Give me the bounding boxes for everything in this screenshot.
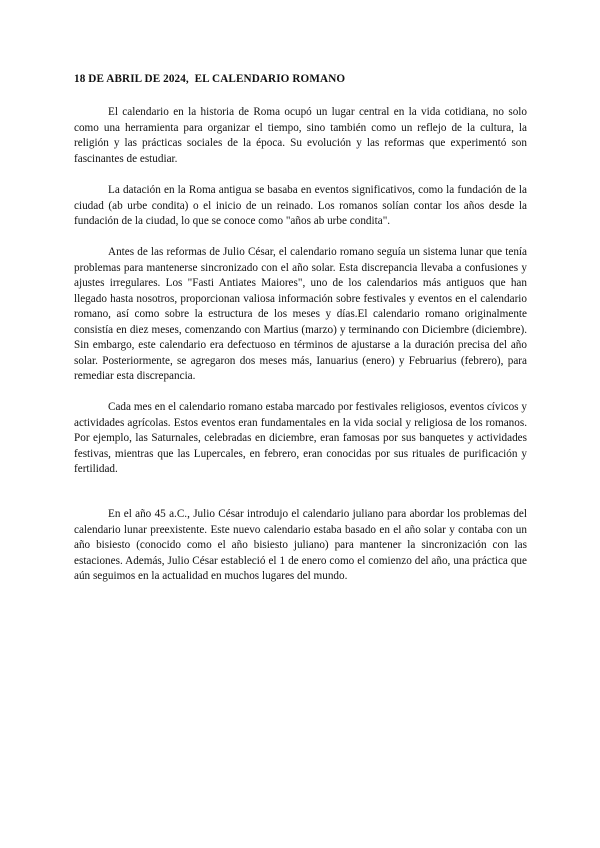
- paragraph-julian-calendar: En el año 45 a.C., Julio César introdujo el calendario juliano para abordar los problemas del calendario lunar preexistente. Este nuevo calendario estaba basado en el año solar y contaba con un año bisiesto (conocido como el año bisiesto juliano) para mantener la sincronización con las estaciones. Además, Julio César estableció el 1 de enero como el comienzo del año, una práctica que aún seguimos en la actualidad en muchos lugares del mundo.: [74, 508, 527, 582]
- paragraph-intro: El calendario en la historia de Roma ocupó un lugar central en la vida cotidiana, no solo como una herramienta para organizar el tiempo, sino también como un reflejo de la cultura, la religión y las prácticas sociales de la época. Su evolución y las reformas que experimentó son fascinantes de estudiar.: [74, 106, 527, 165]
- paragraph-festivals: Cada mes en el calendario romano estaba marcado por festivales religiosos, eventos cívicos y actividades agrícolas. Estos eventos eran fundamentales en la vida social y religiosa de los romanos. Por ejemplo, las Saturnales, celebradas en diciembre, eran famosas por sus banquetes y actividades festivas, mientras que las Lupercales, en febrero, eran conocidas por sus rituales de purificación y fertilidad.: [74, 401, 527, 475]
- paragraph-reforms: Antes de las reformas de Julio César, el calendario romano seguía un sistema lunar que tenía problemas para mantenerse sincronizado con el año solar. Esta discrepancia llevaba a confusiones y ajustes irregulares. Los "Fasti Antiates Maiores", uno de los calendarios más antiguos que han llegado hasta nosotros, proporcionan valiosa información sobre festivales y eventos en el calendario romano, así como sobre la estructura de los meses y días.El calendario romano originalmente consistía en diez meses, comenzando con Martius (marzo) y terminando con Diciembre (diciembre). Sin embargo, este calendario era defectuoso en términos de ajustarse a la duración precisa del año solar. Posteriormente, se agregaron dos meses más, Ianuarius (enero) y Februarius (febrero), para remediar esta discrepancia.: [74, 246, 527, 382]
- document-title: 18 DE ABRIL DE 2024, EL CALENDARIO ROMANO: [74, 73, 346, 85]
- paragraph-dating: La datación en la Roma antigua se basaba en eventos significativos, como la fundación de la ciudad (ab urbe condita) o el inicio de un reinado. Los romanos solían contar los años desde la fundación de la ciudad, lo que se conoce como "años ab urbe condita".: [74, 184, 527, 227]
